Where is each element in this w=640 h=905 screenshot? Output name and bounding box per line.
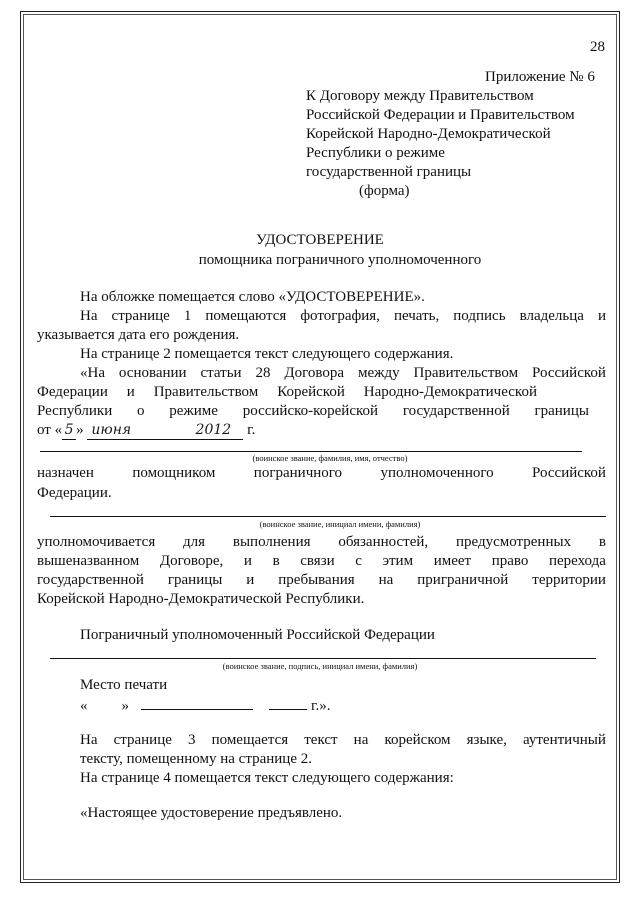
caption-rank-initials: (воинское звание, инициал имени, фамилия) — [259, 519, 421, 529]
handwritten-year: 2012 — [183, 421, 243, 440]
appendix-line: государственной границы — [306, 164, 472, 180]
paragraph-page3-line2: тексту, помещенному на странице 2. — [80, 751, 312, 767]
fill-line-name — [40, 451, 582, 452]
quote-line1: «На основании статьи 28 Договора между Правительством Российской — [80, 365, 606, 381]
signer-title: Пограничный уполномоченный Российской Федерации — [80, 627, 435, 643]
caption-signature: (воинское звание, подпись, инициал имени, фамилия) — [222, 661, 418, 671]
auth-line4: Корейской Народно-Демократической Республики. — [37, 591, 365, 607]
paragraph-presented: «Настоящее удостоверение предъявлено. — [80, 805, 343, 821]
paragraph-page3-line1: На странице 3 помещается текст на корейском языке, аутентичный — [80, 732, 606, 748]
blank-year-line — [269, 695, 307, 710]
quote-line2: Федерации и Правительством Корейской Народно-Демократической — [37, 384, 537, 400]
caption-rank-name: (воинское звание, фамилия, имя, отчество) — [252, 453, 408, 463]
paragraph-cover: На обложке помещается слово «УДОСТОВЕРЕНИЕ». — [80, 289, 425, 305]
quote-line3: Республики о режиме российско-корейской государственной границы — [37, 403, 589, 419]
appendix-line: К Договору между Правительством — [306, 88, 534, 104]
appendix-title: Приложение № 6 — [485, 69, 595, 85]
paragraph-page1-line1: На странице 1 помещаются фотография, печать, подпись владельца и — [80, 308, 606, 324]
seal-place: Место печати — [80, 677, 168, 693]
handwritten-month: июня — [87, 421, 183, 440]
doc-subtitle: помощника пограничного уполномоченного — [198, 252, 482, 268]
doc-title: УДОСТОВЕРЕНИЕ — [256, 232, 384, 248]
blank-date-line: « » г.». — [80, 695, 330, 715]
paragraph-page2: На странице 2 помещается текст следующего содержания. — [80, 346, 454, 362]
auth-line3: государственной границы и пребывания на приграничной территории — [37, 572, 606, 588]
blank-month-line — [141, 695, 253, 710]
appendix-line: Корейской Народно-Демократической — [306, 126, 551, 142]
handwritten-day: 5 — [62, 421, 76, 440]
fill-line-signature — [50, 658, 596, 659]
fill-line-initials — [50, 516, 606, 517]
date-line: от « 5 » июня 2012 г. — [37, 422, 256, 438]
appendix-line: Российской Федерации и Правительством — [306, 107, 575, 123]
form-label: (форма) — [359, 183, 410, 199]
appointed-line1: назначен помощником пограничного уполномоченного Российской — [37, 465, 606, 481]
appointed-line2: Федерации. — [37, 485, 112, 501]
auth-line2: вышеназванном Договоре, и в связи с этим имеет право перехода — [37, 553, 606, 569]
auth-line1: уполномочивается для выполнения обязанностей, предусмотренных в — [37, 534, 606, 550]
paragraph-page1-line2: указывается дата его рождения. — [37, 327, 240, 343]
appendix-line: Республики о режиме — [306, 145, 445, 161]
paragraph-page4: На странице 4 помещается текст следующего содержания: — [80, 770, 454, 786]
page-number: 28 — [590, 39, 605, 55]
